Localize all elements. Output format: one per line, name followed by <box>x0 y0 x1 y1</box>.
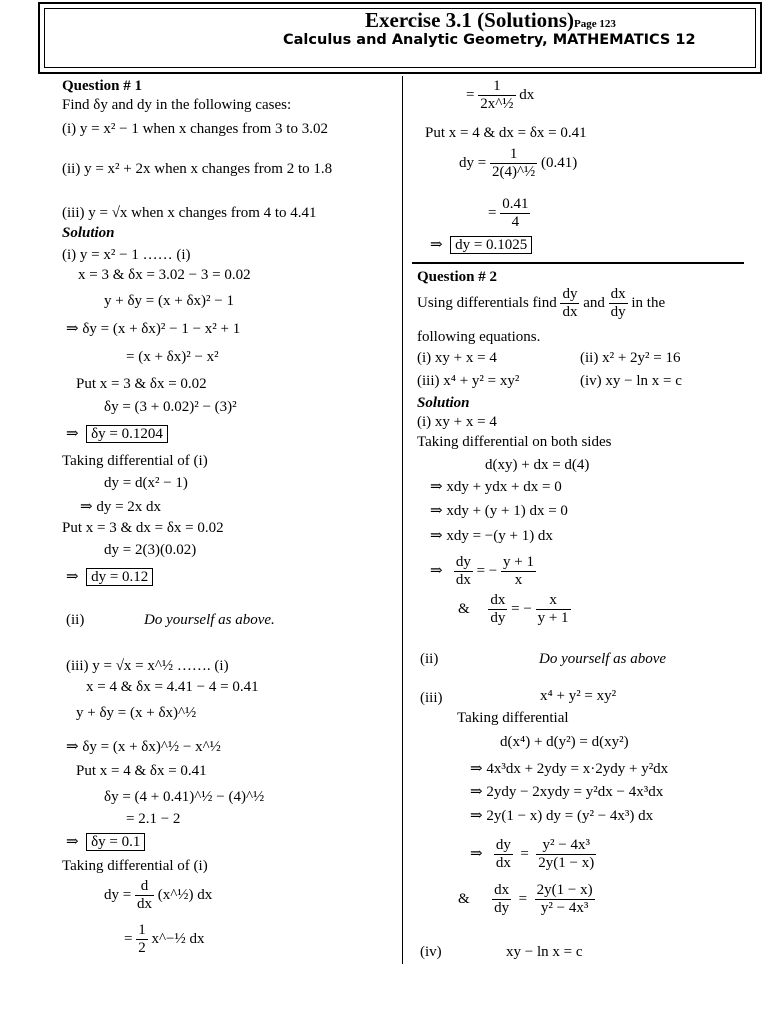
q1-intro: Find δy and dy in the following cases: <box>62 97 292 113</box>
numerator: 2y(1 − x) <box>536 882 593 898</box>
q1-step: Taking differential of (i) <box>62 453 208 469</box>
boxed-answer: δy = 0.1 <box>86 833 145 851</box>
q2-step: Taking differential on both sides <box>417 434 612 450</box>
rhs-text: dx <box>519 86 535 103</box>
numerator: 1 <box>138 922 146 938</box>
rhs-text: (0.41) <box>541 154 578 171</box>
implies-symbol: ⇒ <box>66 569 79 585</box>
denominator: x <box>514 572 523 588</box>
rhs-text: x^−½ dx <box>151 930 205 947</box>
q2-eq: (iii) x⁴ + y² = xy² <box>417 373 520 389</box>
q1-part-i: (i) y = x² − 1 when x changes from 3 to 3.02 <box>62 121 328 137</box>
numerator: dy <box>455 554 471 570</box>
q2-iv-label: (iv) <box>420 944 442 960</box>
intro-text: and <box>583 294 605 311</box>
cont-step <box>488 196 530 231</box>
q1-iii-step: (iii) y = √x = x^½ ……. (i) <box>66 658 229 674</box>
q2-iii-step: ⇒ 2ydy − 2xydy = y²dx − 4x³dx <box>470 784 664 800</box>
denominator: dy <box>610 304 626 320</box>
q2-iii-step: Taking differential <box>457 710 569 726</box>
page-label: Page 123 <box>574 18 616 30</box>
denominator: dx <box>455 572 471 588</box>
implies-symbol: ⇒ <box>430 562 443 579</box>
q1-iii-step: x = 4 & δx = 4.41 − 4 = 0.41 <box>86 679 259 695</box>
numerator: 1 <box>478 78 515 96</box>
cont-step <box>459 146 577 181</box>
q2-eq: (ii) x² + 2y² = 16 <box>580 350 681 366</box>
numerator: d <box>135 878 154 896</box>
q2-iii-step: ⇒ 4x³dx + 2ydy = x·2ydy + y²dx <box>470 761 669 777</box>
question-divider <box>412 262 744 264</box>
q2-iii-step: ⇒ 2y(1 − x) dy = (y² − 4x³) dx <box>470 808 654 824</box>
denominator: dy <box>490 610 506 626</box>
q2-iii-step: d(x⁴) + d(y²) = d(xy²) <box>500 734 629 750</box>
denominator: y + 1 <box>537 610 569 626</box>
fraction <box>535 882 595 917</box>
q2-step: ⇒ xdy + ydx + dx = 0 <box>430 479 562 495</box>
boxed-answer: δy = 0.1204 <box>86 425 168 443</box>
q1-part-iii: (iii) y = √x when x changes from 4 to 4.41 <box>62 205 317 221</box>
q2-solution-label: Solution <box>417 395 470 411</box>
denominator: dx <box>136 896 152 912</box>
q1-step: Put x = 3 & dx = δx = 0.02 <box>62 520 224 536</box>
page-subtitle: Calculus and Analytic Geometry, MATHEMATICS 12 <box>283 32 696 48</box>
q2-ii-text: Do yourself as above <box>539 651 667 667</box>
q2-eq: (i) xy + x = 4 <box>417 350 497 366</box>
fraction <box>488 592 507 627</box>
q1-step: Put x = 3 & δx = 0.02 <box>76 376 207 392</box>
q1-iii-step-half <box>124 922 204 957</box>
equals-sign: = − <box>511 600 532 617</box>
q1-iii-derivative <box>104 878 212 913</box>
fraction <box>492 882 511 917</box>
fraction <box>536 837 596 872</box>
q2-iii-step-frac <box>458 882 595 917</box>
intro-text: Using differentials find <box>417 294 557 311</box>
fraction <box>494 837 513 872</box>
cont-step: Put x = 4 & dx = δx = 0.41 <box>425 125 587 141</box>
denominator: dx <box>562 304 578 320</box>
denominator: dy <box>494 900 510 916</box>
implies-symbol: ⇒ <box>66 834 79 850</box>
q1-iii-step: δy = (4 + 0.41)^½ − (4)^½ <box>104 789 265 805</box>
numerator: dx <box>610 286 626 302</box>
q2-step: d(xy) + dx = d(4) <box>485 457 590 473</box>
header-frame <box>38 2 762 74</box>
q2-step: ⇒ xdy + (y + 1) dx = 0 <box>430 503 568 519</box>
equals-sign: = <box>518 890 528 907</box>
q1-ii-text: Do yourself as above. <box>144 612 275 628</box>
numerator: dy <box>495 837 511 853</box>
cont-result <box>430 236 532 254</box>
rhs-text: (x^½) dx <box>157 886 213 903</box>
q1-iii-step: Taking differential of (i) <box>62 858 208 874</box>
equals-sign: = <box>488 204 497 221</box>
intro-text: in the <box>631 294 666 311</box>
fraction <box>454 554 473 589</box>
q1-step: δy = (3 + 0.02)² − (3)² <box>104 399 237 415</box>
equals-sign: = <box>466 86 475 103</box>
q2-heading: Question # 2 <box>417 269 498 285</box>
lhs-text: dy = <box>459 154 487 171</box>
q2-iii-label: (iii) <box>420 690 443 706</box>
q1-step: y + δy = (x + δx)² − 1 <box>104 293 234 309</box>
q2-step: (i) xy + x = 4 <box>417 414 497 430</box>
q1-step: dy = 2(3)(0.02) <box>104 542 197 558</box>
q1-step: ⇒ δy = (x + δx)² − 1 − x² + 1 <box>66 321 241 337</box>
q1-solution-label: Solution <box>62 225 115 241</box>
implies-symbol: ⇒ <box>430 237 443 253</box>
fraction <box>478 78 515 113</box>
boxed-answer: dy = 0.1025 <box>450 236 532 254</box>
q2-eq: (iv) xy − ln x = c <box>580 373 682 389</box>
numerator: 0.41 <box>502 196 529 212</box>
denominator: dx <box>495 855 511 871</box>
q1-iii-step: ⇒ δy = (x + δx)^½ − x^½ <box>66 739 221 755</box>
q1-result-iii <box>66 833 145 851</box>
denominator: 2y(1 − x) <box>538 855 595 871</box>
q2-step-frac <box>430 554 536 589</box>
q1-step: = (x + δx)² − x² <box>126 349 219 365</box>
numerator: 1 <box>490 146 537 164</box>
denominator: y² − 4x³ <box>540 900 589 916</box>
q1-ii-label: (ii) <box>66 612 85 628</box>
numerator: dx <box>490 592 506 608</box>
ampersand: & <box>458 890 470 907</box>
column-divider <box>402 76 403 964</box>
denominator: 4 <box>511 214 520 230</box>
ampersand: & <box>458 600 470 617</box>
fraction <box>501 554 536 589</box>
q2-intro-cont: following equations. <box>417 329 541 345</box>
q1-step: x = 3 & δx = 3.02 − 3 = 0.02 <box>78 267 251 283</box>
cont-step <box>466 78 534 113</box>
equals-sign: = <box>520 845 529 862</box>
q2-iii-step-frac <box>470 837 596 872</box>
q2-step-frac <box>458 592 571 627</box>
denominator: 2x^½ <box>480 96 514 112</box>
fraction <box>500 196 530 231</box>
fraction <box>136 922 148 957</box>
equals-sign: = − <box>476 562 498 579</box>
q2-iii-eq: x⁴ + y² = xy² <box>540 688 617 704</box>
implies-symbol: ⇒ <box>470 845 483 862</box>
numerator: y + 1 <box>503 554 534 570</box>
equals-sign: = <box>124 930 133 947</box>
q2-step: ⇒ xdy = −(y + 1) dx <box>430 528 553 544</box>
q1-step: ⇒ dy = 2x dx <box>80 499 162 515</box>
q1-iii-step: Put x = 4 & δx = 0.41 <box>76 763 207 779</box>
numerator: y² − 4x³ <box>536 837 596 855</box>
q1-step: (i) y = x² − 1 …… (i) <box>62 247 191 263</box>
implies-symbol: ⇒ <box>66 426 79 442</box>
q1-result-i <box>66 425 168 443</box>
q2-intro <box>417 286 665 321</box>
q1-iii-step: = 2.1 − 2 <box>126 811 181 827</box>
q1-result-dy <box>66 568 153 586</box>
q1-part-ii: (ii) y = x² + 2x when x changes from 2 to 1.8 <box>62 161 333 177</box>
denominator: 2(4)^½ <box>491 164 536 180</box>
numerator: dx <box>494 882 510 898</box>
numerator: x <box>536 592 571 610</box>
page-title <box>365 8 616 33</box>
denominator: 2 <box>138 940 146 956</box>
numerator: dy <box>562 286 578 302</box>
fraction <box>609 286 628 321</box>
q1-step: dy = d(x² − 1) <box>104 475 188 491</box>
q1-heading: Question # 1 <box>62 78 143 94</box>
q2-iv-eq: xy − ln x = c <box>506 944 583 960</box>
boxed-answer: dy = 0.12 <box>86 568 153 586</box>
title-text: Exercise 3.1 (Solutions) <box>365 8 575 32</box>
q2-ii-label: (ii) <box>420 651 439 667</box>
lhs-text: dy = <box>104 886 132 903</box>
fraction <box>560 286 579 321</box>
q1-iii-step: y + δy = (x + δx)^½ <box>76 705 197 721</box>
fraction <box>135 878 154 913</box>
fraction <box>536 592 571 627</box>
fraction <box>490 146 537 181</box>
